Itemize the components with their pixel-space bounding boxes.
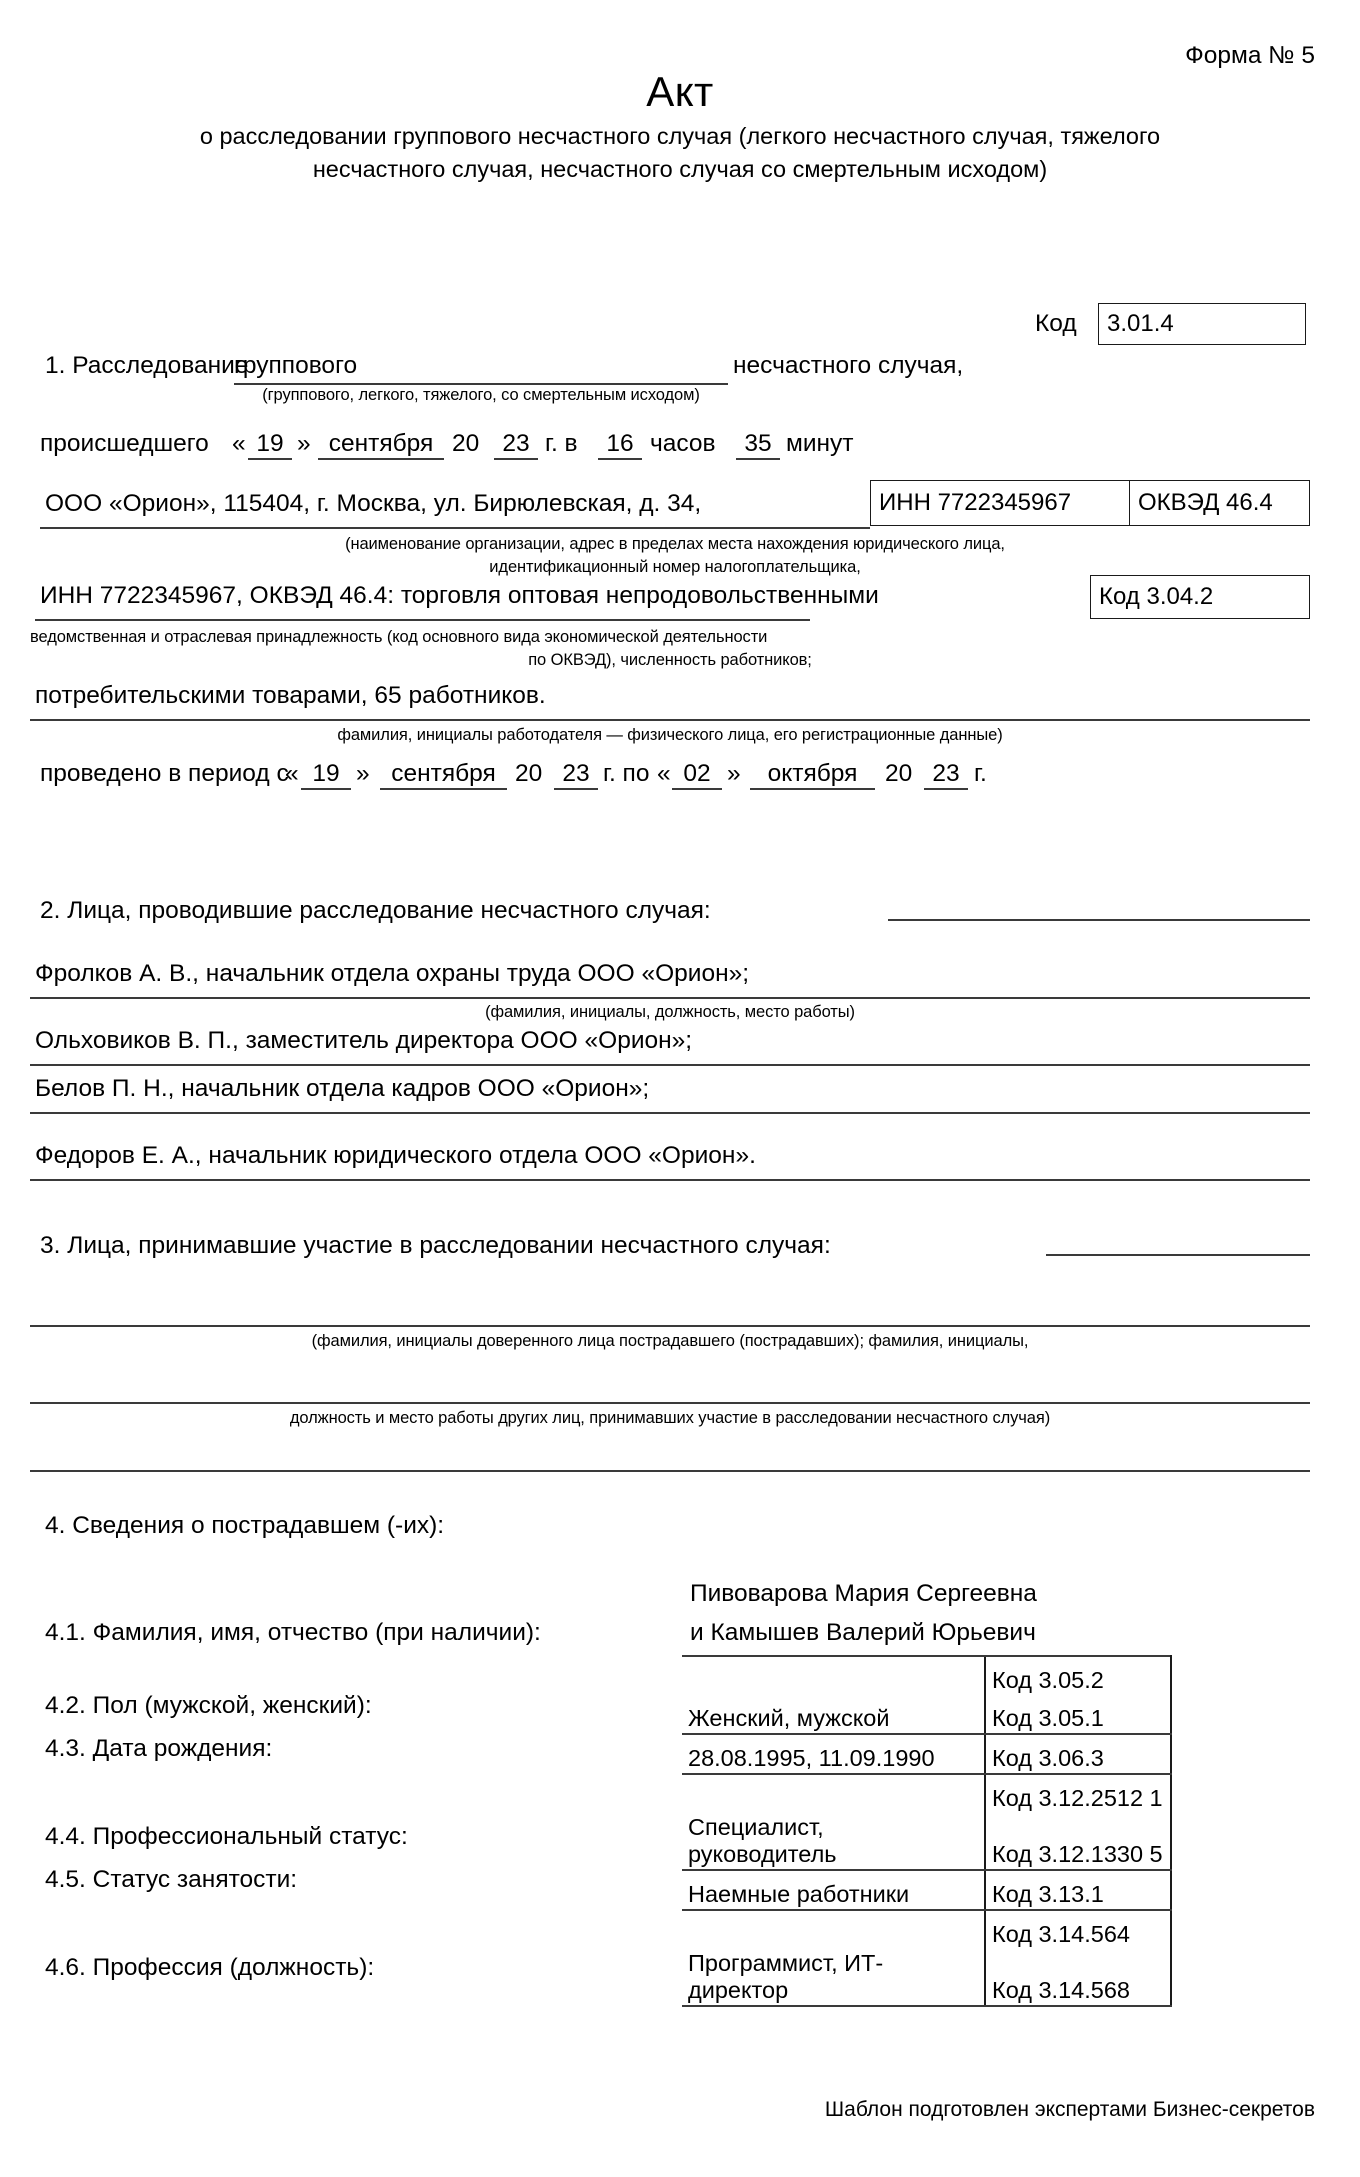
table-row	[682, 1774, 1171, 1813]
victim-value-3[interactable]: Наемные работники	[682, 1870, 985, 1910]
victim-value-0[interactable]: Женский, мужской	[682, 1695, 985, 1734]
activity-rule-2	[30, 719, 1310, 721]
section2-member-2[interactable]: Ольховиков В. П., заместитель директора ООО «Орион»;	[35, 1027, 693, 1054]
table-row	[682, 1695, 1171, 1734]
period-from-month-field[interactable]: сентября	[380, 760, 507, 790]
victim-code-2: Код 3.12.1330 5	[985, 1813, 1171, 1870]
victim-row-label-4: 4.6. Профессия (должность):	[45, 1954, 375, 1981]
victim-code-3: Код 3.13.1	[985, 1870, 1171, 1910]
victim-code-4: Код 3.14.568	[985, 1949, 1171, 2006]
table-row	[682, 1870, 1171, 1910]
activity-rule	[35, 619, 810, 621]
victim-fio-line-2[interactable]: и Камышев Валерий Юрьевич	[690, 1619, 1036, 1646]
period-from-year-prefix: 20	[515, 760, 543, 787]
victim-value-0-spacer	[682, 1656, 985, 1695]
section1-hint: (группового, легкого, тяжелого, со смертельным исходом)	[262, 386, 700, 404]
organization-line[interactable]: ООО «Орион», 115404, г. Москва, ул. Бирюлевская, д. 34,	[45, 490, 702, 517]
period-label: проведено в период с	[40, 760, 289, 787]
victim-value-2-spacer	[682, 1774, 985, 1813]
occurred-hour-field[interactable]: 16	[598, 430, 642, 460]
period-mid: г. по	[603, 760, 650, 787]
section3-blank-rule-1[interactable]	[30, 1325, 1310, 1327]
victim-row-label-1: 4.3. Дата рождения:	[45, 1735, 273, 1762]
code-box-301[interactable]	[1098, 303, 1306, 345]
organization-hint-3: ведомственная и отраслевая принадлежность (код основного вида экономической деятельности	[30, 628, 768, 646]
activity-code-value: Код 3.04.2	[1099, 583, 1214, 610]
quote-close: »	[297, 430, 311, 457]
victim-code-0: Код 3.05.1	[985, 1695, 1171, 1734]
organization-hint-2: идентификационный номер налогоплательщика,	[489, 558, 861, 576]
activity-line[interactable]: ИНН 7722345967, ОКВЭД 46.4: торговля оптовая непродовольственными	[40, 582, 879, 609]
section2-member-1-rule	[30, 997, 1310, 999]
victim-code-top-0: Код 3.05.2	[985, 1656, 1171, 1695]
section2-member-2-rule	[30, 1064, 1310, 1066]
section2-title-rule	[888, 919, 1310, 921]
table-row	[682, 1813, 1171, 1870]
victim-value-2[interactable]: Специалист, руководитель	[682, 1813, 985, 1870]
activity-code-box[interactable]	[1090, 575, 1310, 619]
victim-row-label-0: 4.2. Пол (мужской, женский):	[45, 1692, 372, 1719]
organization-rule	[40, 527, 870, 529]
occurred-label: происшедшего	[40, 430, 209, 457]
okved-box[interactable]	[1129, 480, 1310, 526]
victim-code-top-2: Код 3.12.2512 1	[985, 1774, 1171, 1813]
victim-details-table	[682, 1655, 1172, 2007]
period-to-day-field[interactable]: 02	[672, 760, 722, 790]
section2-hint: (фамилия, инициалы, должность, место работы)	[485, 1003, 855, 1021]
organization-hint-4: по ОКВЭД), численность работников;	[528, 651, 812, 669]
victim-code-top-4: Код 3.14.564	[985, 1910, 1171, 1949]
code-box-301-value: 3.01.4	[1107, 310, 1174, 337]
activity-line-2[interactable]: потребительскими товарами, 65 работников.	[35, 682, 546, 709]
year-unit: г. в	[545, 430, 578, 457]
section3-blank-rule-2[interactable]	[30, 1402, 1310, 1404]
table-row	[682, 1910, 1171, 1949]
code-label: Код	[1035, 310, 1077, 337]
period-from-day-field[interactable]: 19	[301, 760, 351, 790]
occurred-minute-field[interactable]: 35	[736, 430, 780, 460]
inn-box[interactable]	[870, 480, 1130, 526]
document-subtitle-line-1: о расследовании группового несчастного случая (легкого несчастного случая, тяжелого	[199, 123, 1161, 149]
quote-open: «	[232, 430, 246, 457]
period-to-month-field[interactable]: октября	[750, 760, 875, 790]
period-quote-open: «	[285, 760, 299, 787]
section3-hint-1: (фамилия, инициалы доверенного лица пострадавшего (пострадавших); фамилия, инициалы,	[311, 1332, 1029, 1350]
victim-row-label-2: 4.4. Профессиональный статус:	[45, 1823, 408, 1850]
section2-member-4[interactable]: Федоров Е. А., начальник юридического отдела ООО «Орион».	[35, 1142, 756, 1169]
victim-fio-label: 4.1. Фамилия, имя, отчество (при наличии):	[45, 1619, 541, 1646]
occurred-year-field[interactable]: 23	[494, 430, 538, 460]
table-row	[682, 1734, 1171, 1774]
section1-label: 1. Расследование	[45, 352, 249, 379]
section4-title: 4. Сведения о пострадавшем (-их):	[45, 1512, 445, 1539]
occurred-month-field[interactable]: сентября	[318, 430, 444, 460]
table-row	[682, 1949, 1171, 2006]
minute-unit: минут	[786, 430, 854, 457]
victim-row-label-3: 4.5. Статус занятости:	[45, 1866, 298, 1893]
victim-value-4-spacer	[682, 1910, 985, 1949]
inn-box-value: ИНН 7722345967	[879, 489, 1072, 516]
section3-title: 3. Лица, принимавшие участие в расследовании несчастного случая:	[40, 1232, 831, 1259]
year-prefix: 20	[452, 430, 480, 457]
okved-box-value: ОКВЭД 46.4	[1138, 489, 1273, 516]
document-subtitle	[60, 120, 1300, 186]
victim-value-4[interactable]: Программист, ИТ-директор	[682, 1949, 985, 2006]
period-quote-open-2: «	[657, 760, 671, 787]
section2-title: 2. Лица, проводившие расследование несчастного случая:	[40, 897, 711, 924]
section2-member-4-rule	[30, 1179, 1310, 1181]
hour-unit: часов	[650, 430, 716, 457]
organization-hint-5: фамилия, инициалы работодателя — физического лица, его регистрационные данные)	[337, 726, 1003, 744]
period-quote-close-2: »	[727, 760, 741, 787]
section3-blank-rule-3[interactable]	[30, 1470, 1310, 1472]
victim-value-1[interactable]: 28.08.1995, 11.09.1990	[682, 1734, 985, 1774]
period-to-year-field[interactable]: 23	[924, 760, 968, 790]
footer-note: Шаблон подготовлен экспертами Бизнес-секретов	[824, 2098, 1315, 2121]
section2-member-1[interactable]: Фролков А. В., начальник отдела охраны труда ООО «Орион»;	[35, 960, 750, 987]
period-quote-close: »	[356, 760, 370, 787]
investigation-type-field[interactable]: группового	[234, 352, 728, 385]
section2-member-3[interactable]: Белов П. Н., начальник отдела кадров ООО «Орион»;	[35, 1075, 650, 1102]
occurred-day-field[interactable]: 19	[248, 430, 292, 460]
page-title: Акт	[646, 68, 714, 115]
form-number: Форма № 5	[1185, 42, 1315, 69]
document-subtitle-line-2: несчастного случая, несчастного случая со смертельным исходом)	[312, 156, 1048, 182]
section3-title-rule	[1046, 1254, 1310, 1256]
organization-hint-1: (наименование организации, адрес в пределах места нахождения юридического лица,	[345, 535, 1005, 553]
section1-tail: несчастного случая,	[733, 352, 964, 379]
period-from-year-field[interactable]: 23	[554, 760, 598, 790]
period-end: г.	[974, 760, 987, 787]
table-row	[682, 1656, 1171, 1695]
victim-fio-line-1[interactable]: Пивоварова Мария Сергеевна	[690, 1580, 1037, 1607]
period-to-year-prefix: 20	[885, 760, 913, 787]
section3-hint-2: должность и место работы других лиц, принимавших участие в расследовании несчастного случая)	[289, 1409, 1051, 1427]
section2-member-3-rule	[30, 1112, 1310, 1114]
victim-code-1: Код 3.06.3	[985, 1734, 1171, 1774]
